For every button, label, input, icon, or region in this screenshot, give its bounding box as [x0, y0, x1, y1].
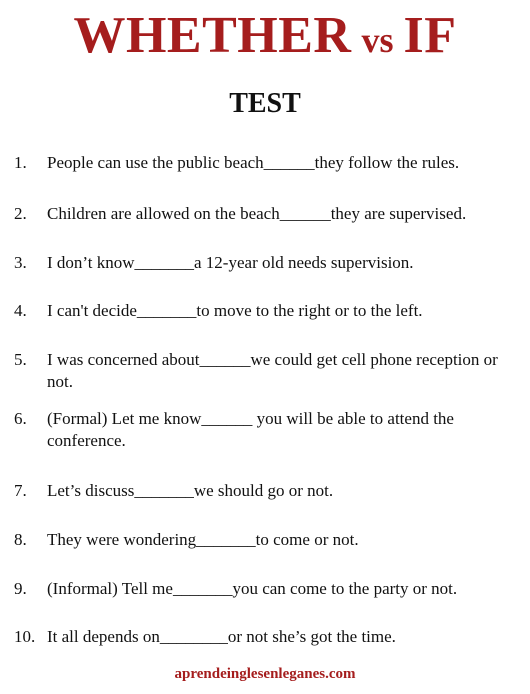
question-text: I can't decide_______to move to the right or to the left.	[47, 301, 423, 320]
question-number: 10.	[14, 627, 36, 646]
page-title	[0, 6, 530, 65]
question-number: 4.	[14, 301, 27, 320]
question-number: 3.	[14, 253, 27, 272]
question-item	[14, 529, 514, 551]
question-item	[14, 480, 514, 502]
question-number: 5.	[14, 350, 27, 369]
question-item	[14, 203, 514, 225]
title-if: IF	[403, 7, 457, 64]
question-number: 1.	[14, 153, 27, 172]
question-number: 9.	[14, 579, 27, 598]
footer-site-link[interactable]: aprendeinglesenleganes.com	[174, 666, 356, 682]
question-item	[14, 408, 514, 452]
question-item	[14, 626, 514, 648]
question-text: I don’t know_______a 12-year old needs supervision.	[47, 253, 414, 272]
title-vs: vs	[361, 20, 394, 60]
question-item	[14, 300, 514, 322]
question-text: (Informal) Tell me_______you can come to the party or not.	[47, 579, 458, 598]
question-item	[14, 578, 514, 600]
title-whether: WHETHER	[73, 7, 352, 64]
question-item	[14, 152, 514, 174]
question-number: 8.	[14, 530, 27, 549]
question-text: I was concerned about______we could get cell phone reception or not.	[47, 350, 498, 391]
question-text: Let’s discuss_______we should go or not.	[47, 481, 334, 500]
question-item	[14, 349, 514, 393]
question-number: 6.	[14, 409, 27, 428]
question-item	[14, 252, 514, 274]
question-text: They were wondering_______to come or not.	[47, 530, 359, 549]
question-text: (Formal) Let me know______ you will be able to attend the conference.	[47, 409, 454, 450]
question-text: It all depends on________or not she’s got the time.	[47, 627, 396, 646]
question-text: People can use the public beach______they follow the rules.	[47, 153, 460, 172]
question-number: 7.	[14, 481, 27, 500]
question-number: 2.	[14, 204, 27, 223]
page-subtitle: TEST	[229, 88, 301, 119]
question-text: Children are allowed on the beach______they are supervised.	[47, 204, 467, 223]
